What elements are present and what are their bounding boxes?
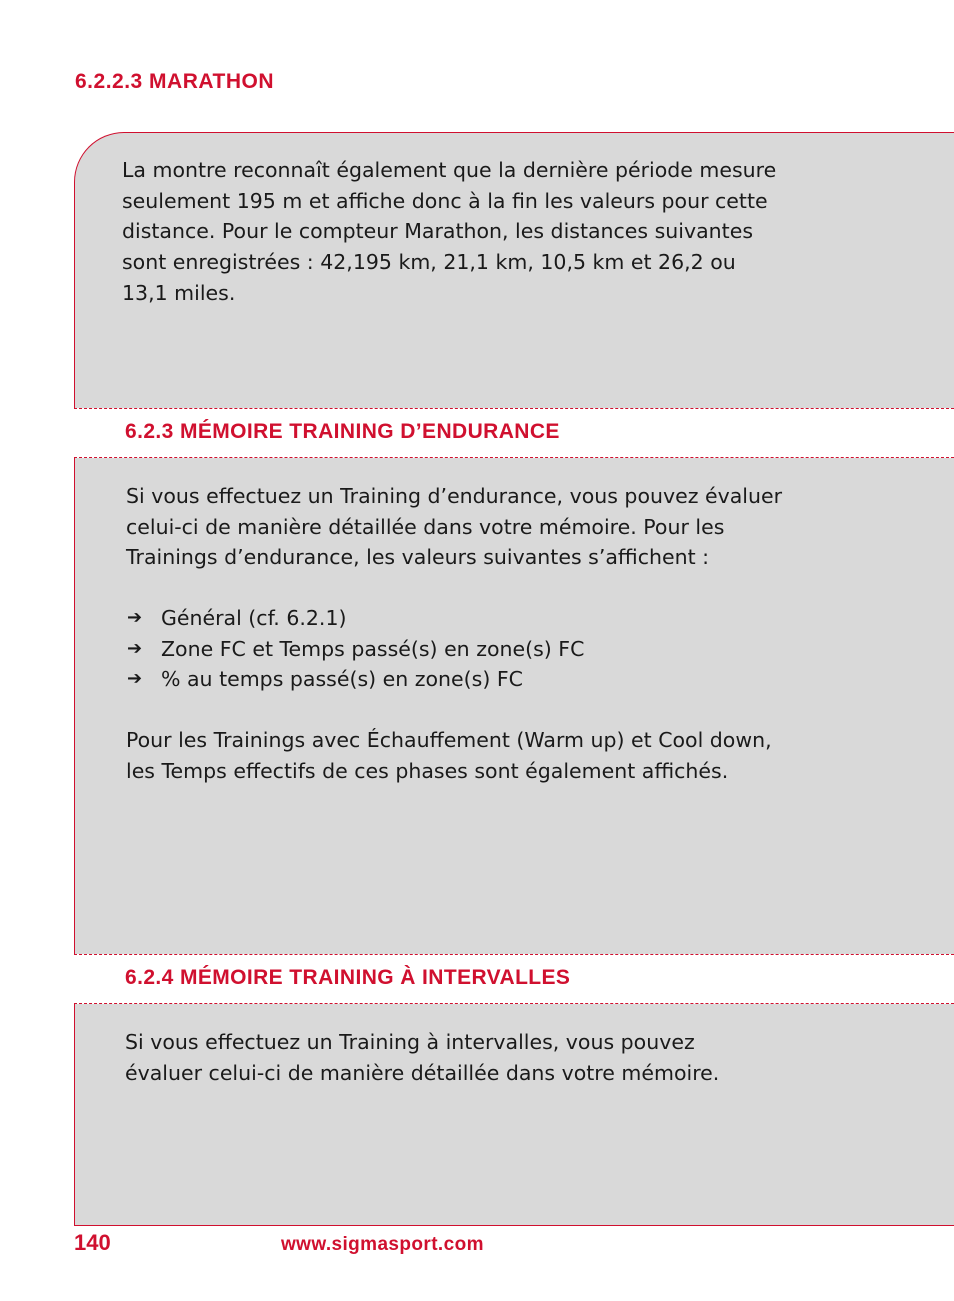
text-line: 13,1 miles. xyxy=(122,280,236,305)
list-item xyxy=(127,634,584,665)
text-line: distance. Pour le compteur Marathon, les distances suivantes xyxy=(122,219,754,244)
text-line: celui-ci de manière détaillée dans votre mémoire. Pour les xyxy=(126,514,725,539)
text-line: évaluer celui-ci de manière détaillée dans votre mémoire. xyxy=(125,1060,720,1085)
list-item xyxy=(127,664,584,695)
text-line: Trainings d’endurance, les valeurs suivantes s’affichent : xyxy=(126,545,710,570)
arrow-right-icon: ➔ xyxy=(127,668,143,690)
section-title-marathon: 6.2.2.3 MARATHON xyxy=(75,70,274,93)
text-line: seulement 195 m et affiche donc à la fin les valeurs pour cette xyxy=(122,188,768,213)
text-line: Si vous effectuez un Training à intervalles, vous pouvez xyxy=(125,1030,695,1054)
footer-url-link[interactable]: www.sigmasport.com xyxy=(281,1234,484,1255)
marathon-paragraph xyxy=(122,155,776,309)
text-line: Pour les Trainings avec Échauffement (Warm up) et Cool down, xyxy=(126,728,772,752)
text-line: La montre reconnaît également que la dernière période mesure xyxy=(122,158,777,182)
text-line: sont enregistrées : 42,195 km, 21,1 km, 10,5 km et 26,2 ou xyxy=(122,250,736,275)
arrow-right-icon: ➔ xyxy=(127,607,143,628)
list-item-label: % au temps passé(s) en zone(s) FC xyxy=(161,667,523,692)
text-line: Si vous effectuez un Training d’endurance, vous pouvez évaluer xyxy=(126,484,783,508)
endurance-intro xyxy=(126,481,782,573)
section-title-endurance: 6.2.3 MÉMOIRE TRAINING D’ENDURANCE xyxy=(125,420,560,443)
endurance-outro xyxy=(126,725,772,786)
intervals-paragraph xyxy=(125,1027,719,1088)
section-title-intervals: 6.2.4 MÉMOIRE TRAINING À INTERVALLES xyxy=(125,966,571,989)
section-band-endurance xyxy=(74,408,954,458)
arrow-right-icon: ➔ xyxy=(127,637,143,659)
endurance-list xyxy=(127,603,584,695)
list-item-label: Zone FC et Temps passé(s) en zone(s) FC xyxy=(161,636,585,661)
list-item xyxy=(127,603,584,634)
list-item-label: Général (cf. 6.2.1) xyxy=(161,606,347,630)
section-band-intervals xyxy=(74,954,954,1004)
page-number: 140 xyxy=(74,1230,111,1255)
text-line: les Temps effectifs de ces phases sont également affichés. xyxy=(126,758,729,783)
